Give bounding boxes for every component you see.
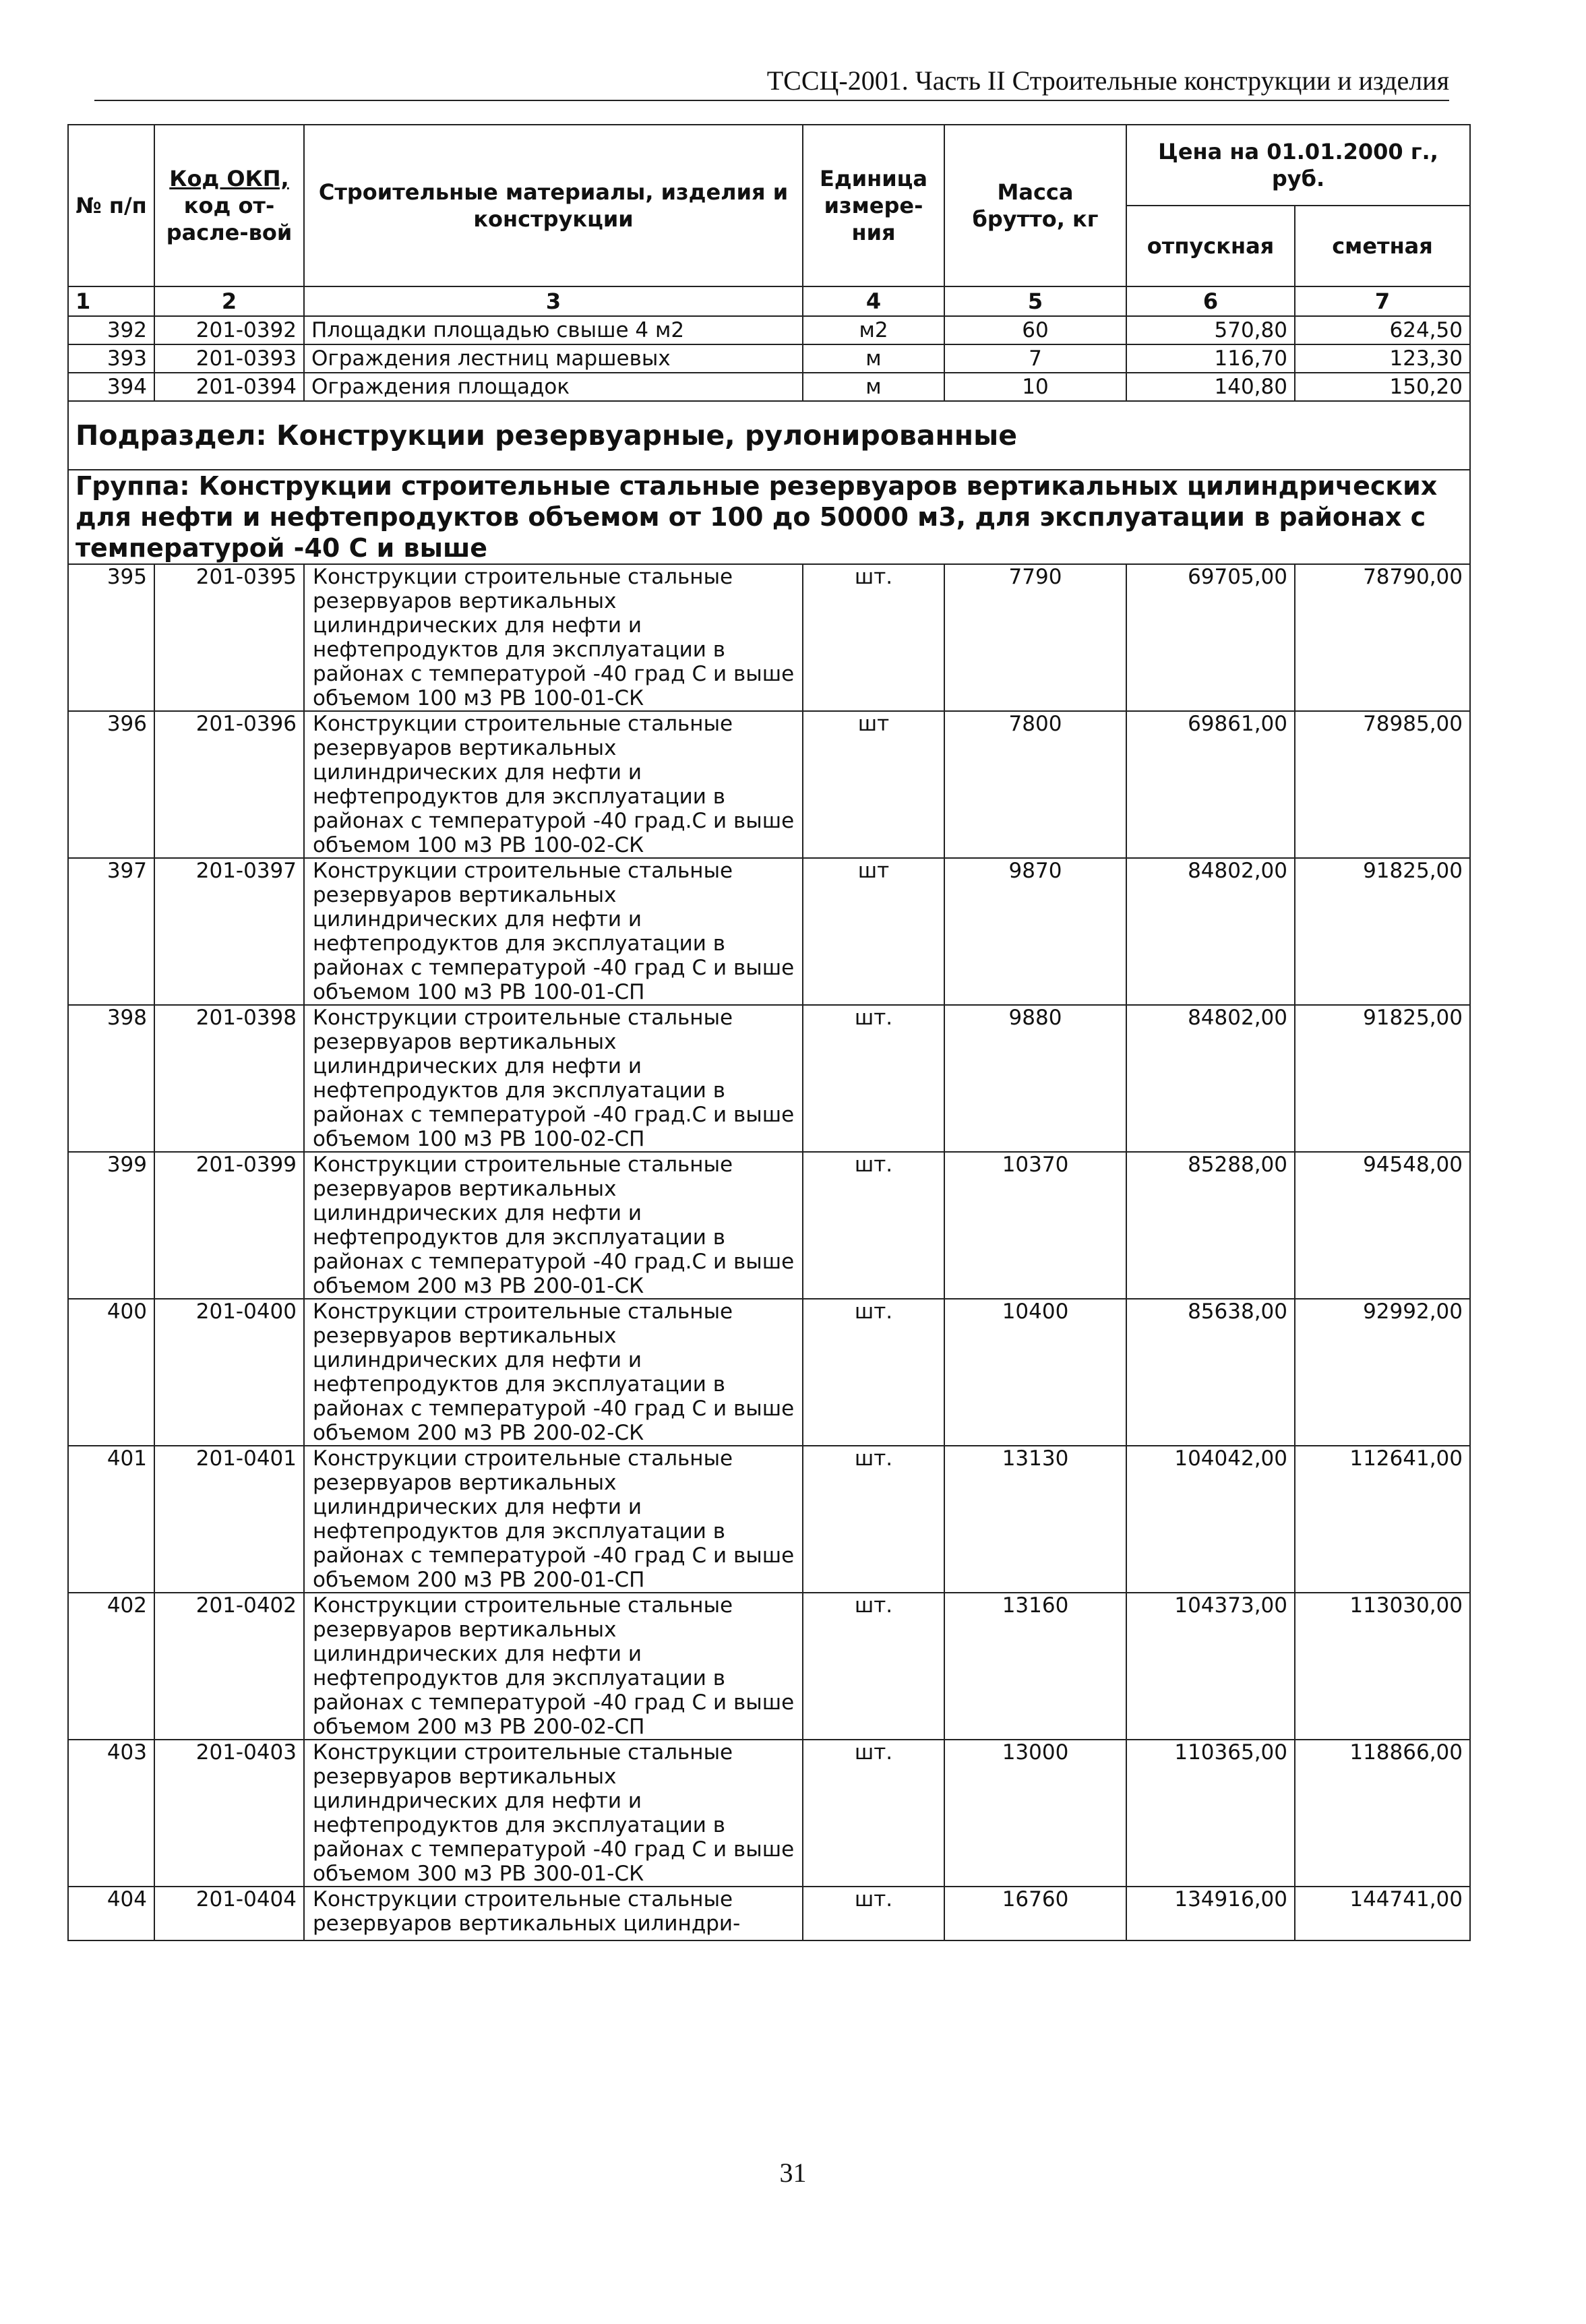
table-row [68,316,1470,344]
row-release-price: 116,70 [1126,344,1295,373]
table-row [68,1152,1470,1299]
row-code: 201-0398 [154,1005,304,1152]
subsection-row [68,401,1470,470]
row-estimate-price: 78985,00 [1295,711,1470,858]
row-release-price: 104042,00 [1126,1446,1295,1593]
col-header-mass: Масса брутто, кг [944,125,1126,286]
subsection-title: Подраздел: Конструкции резервуарные, рулонированные [68,401,1470,470]
row-mass: 16760 [944,1887,1126,1940]
row-name: Конструкции строительные стальные резервуаров вертикальных цилиндрических для нефти и нефтепродуктов для эксплуатации в районах с температурой -40 град С и выше объемом 100 м3 РВ 100-01-СП [304,858,803,1005]
col-number: 7 [1295,286,1470,316]
row-mass: 10400 [944,1299,1126,1446]
row-num: 402 [68,1593,154,1740]
table-row [68,1887,1470,1940]
row-estimate-price: 150,20 [1295,373,1470,401]
row-code: 201-0396 [154,711,304,858]
column-number-row [68,286,1470,316]
row-unit: шт. [803,1299,944,1446]
row-unit: м [803,344,944,373]
row-num: 394 [68,373,154,401]
col-header-num: № п/п [68,125,154,286]
row-mass: 13160 [944,1593,1126,1740]
table-row [68,373,1470,401]
col-header-code [154,125,304,286]
col-header-code-okp: Код ОКП, [169,166,289,191]
row-num: 400 [68,1299,154,1446]
row-name: Конструкции строительные стальные резервуаров вертикальных цилиндрических для нефти и нефтепродуктов для эксплуатации в районах с температурой -40 град С и выше объемом 200 м3 РВ 200-02-СК [304,1299,803,1446]
row-mass: 7790 [944,564,1126,711]
row-unit: шт. [803,1740,944,1887]
row-unit: шт. [803,1887,944,1940]
row-release-price: 85288,00 [1126,1152,1295,1299]
row-num: 401 [68,1446,154,1593]
row-name: Конструкции строительные стальные резервуаров вертикальных цилиндрических для нефти и нефтепродуктов для эксплуатации в районах с температурой -40 град С и выше объемом 300 м3 РВ 300-01-СК [304,1740,803,1887]
row-unit: шт. [803,1446,944,1593]
row-unit: шт [803,858,944,1005]
row-release-price: 104373,00 [1126,1593,1295,1740]
row-unit: м2 [803,316,944,344]
table-row [68,564,1470,711]
col-number: 6 [1126,286,1295,316]
col-header-unit: Единица измере-ния [803,125,944,286]
group-title: Группа: Конструкции строительные стальные резервуаров вертикальных цилиндрических для нефти и нефтепродуктов объемом от 100 до 50000 м3, для эксплуатации в районах с температурой -40 С и выше [68,470,1470,564]
col-header-code-branch: код от-расле-вой [166,193,293,245]
row-mass: 10370 [944,1152,1126,1299]
col-header-release: отпускная [1126,206,1295,286]
row-mass: 13000 [944,1740,1126,1887]
row-num: 403 [68,1740,154,1887]
row-num: 393 [68,344,154,373]
row-name: Конструкции строительные стальные резервуаров вертикальных цилиндрических для нефти и нефтепродуктов для эксплуатации в районах с температурой -40 град С и выше объемом 100 м3 РВ 100-01-СК [304,564,803,711]
header-row-1 [68,125,1470,206]
page-number: 31 [779,2158,807,2188]
row-unit: шт. [803,1593,944,1740]
row-num: 404 [68,1887,154,1940]
row-mass: 9870 [944,858,1126,1005]
col-header-price: Цена на 01.01.2000 г., руб. [1126,125,1470,206]
row-estimate-price: 624,50 [1295,316,1470,344]
row-mass: 13130 [944,1446,1126,1593]
col-number: 5 [944,286,1126,316]
row-num: 399 [68,1152,154,1299]
row-num: 392 [68,316,154,344]
row-code: 201-0393 [154,344,304,373]
row-estimate-price: 112641,00 [1295,1446,1470,1593]
row-estimate-price: 94548,00 [1295,1152,1470,1299]
row-estimate-price: 92992,00 [1295,1299,1470,1446]
row-num: 398 [68,1005,154,1152]
col-number: 2 [154,286,304,316]
table-row [68,1299,1470,1446]
row-num: 396 [68,711,154,858]
row-name: Площадки площадью свыше 4 м2 [304,316,803,344]
page-header: ТССЦ-2001. Часть II Строительные конструкции и изделия [94,62,1449,101]
row-estimate-price: 118866,00 [1295,1740,1470,1887]
row-release-price: 140,80 [1126,373,1295,401]
row-unit: м [803,373,944,401]
row-num: 397 [68,858,154,1005]
table-row [68,1740,1470,1887]
row-name: Конструкции строительные стальные резервуаров вертикальных цилиндрических для нефти и нефтепродуктов для эксплуатации в районах с температурой -40 град.С и выше объемом 200 м3 РВ 200-01-СК [304,1152,803,1299]
row-code: 201-0392 [154,316,304,344]
row-code: 201-0401 [154,1446,304,1593]
row-name: Конструкции строительные стальные резервуаров вертикальных цилиндрических для нефти и нефтепродуктов для эксплуатации в районах с температурой -40 град С и выше объемом 200 м3 РВ 200-01-СП [304,1446,803,1593]
row-release-price: 69705,00 [1126,564,1295,711]
row-name: Ограждения площадок [304,373,803,401]
row-code: 201-0404 [154,1887,304,1940]
row-unit: шт. [803,1005,944,1152]
col-number: 4 [803,286,944,316]
table-row [68,1005,1470,1152]
row-mass: 60 [944,316,1126,344]
price-table [67,124,1471,1941]
row-mass: 9880 [944,1005,1126,1152]
col-header-estimate: сметная [1295,206,1470,286]
row-name: Конструкции строительные стальные резервуаров вертикальных цилиндрических для нефти и нефтепродуктов для эксплуатации в районах с температурой -40 град.С и выше объемом 100 м3 РВ 100-02-СК [304,711,803,858]
row-estimate-price: 123,30 [1295,344,1470,373]
group-row [68,470,1470,564]
row-release-price: 84802,00 [1126,1005,1295,1152]
row-release-price: 110365,00 [1126,1740,1295,1887]
row-unit: шт. [803,1152,944,1299]
row-unit: шт [803,711,944,858]
row-estimate-price: 113030,00 [1295,1593,1470,1740]
row-release-price: 69861,00 [1126,711,1295,858]
row-code: 201-0395 [154,564,304,711]
row-release-price: 85638,00 [1126,1299,1295,1446]
col-header-material: Строительные материалы, изделия и конструкции [304,125,803,286]
col-number: 1 [68,286,154,316]
row-release-price: 84802,00 [1126,858,1295,1005]
row-release-price: 570,80 [1126,316,1295,344]
table-row [68,858,1470,1005]
col-number: 3 [304,286,803,316]
row-release-price: 134916,00 [1126,1887,1295,1940]
table-row [68,1446,1470,1593]
row-code: 201-0402 [154,1593,304,1740]
table-row [68,1593,1470,1740]
row-code: 201-0394 [154,373,304,401]
row-code: 201-0397 [154,858,304,1005]
row-estimate-price: 91825,00 [1295,1005,1470,1152]
row-estimate-price: 144741,00 [1295,1887,1470,1940]
row-mass: 7 [944,344,1126,373]
row-code: 201-0400 [154,1299,304,1446]
row-estimate-price: 78790,00 [1295,564,1470,711]
row-mass: 10 [944,373,1126,401]
row-code: 201-0403 [154,1740,304,1887]
row-code: 201-0399 [154,1152,304,1299]
row-num: 395 [68,564,154,711]
row-estimate-price: 91825,00 [1295,858,1470,1005]
row-name: Ограждения лестниц маршевых [304,344,803,373]
row-name: Конструкции строительные стальные резервуаров вертикальных цилиндрических для нефти и нефтепродуктов для эксплуатации в районах с температурой -40 град.С и выше объемом 100 м3 РВ 100-02-СП [304,1005,803,1152]
row-unit: шт. [803,564,944,711]
row-mass: 7800 [944,711,1126,858]
table-row [68,344,1470,373]
row-name: Конструкции строительные стальные резервуаров вертикальных цилиндрических для нефти и нефтепродуктов для эксплуатации в районах с температурой -40 град С и выше объемом 200 м3 РВ 200-02-СП [304,1593,803,1740]
table-row [68,711,1470,858]
row-name: Конструкции строительные стальные резервуаров вертикальных цилиндри- [304,1887,803,1940]
